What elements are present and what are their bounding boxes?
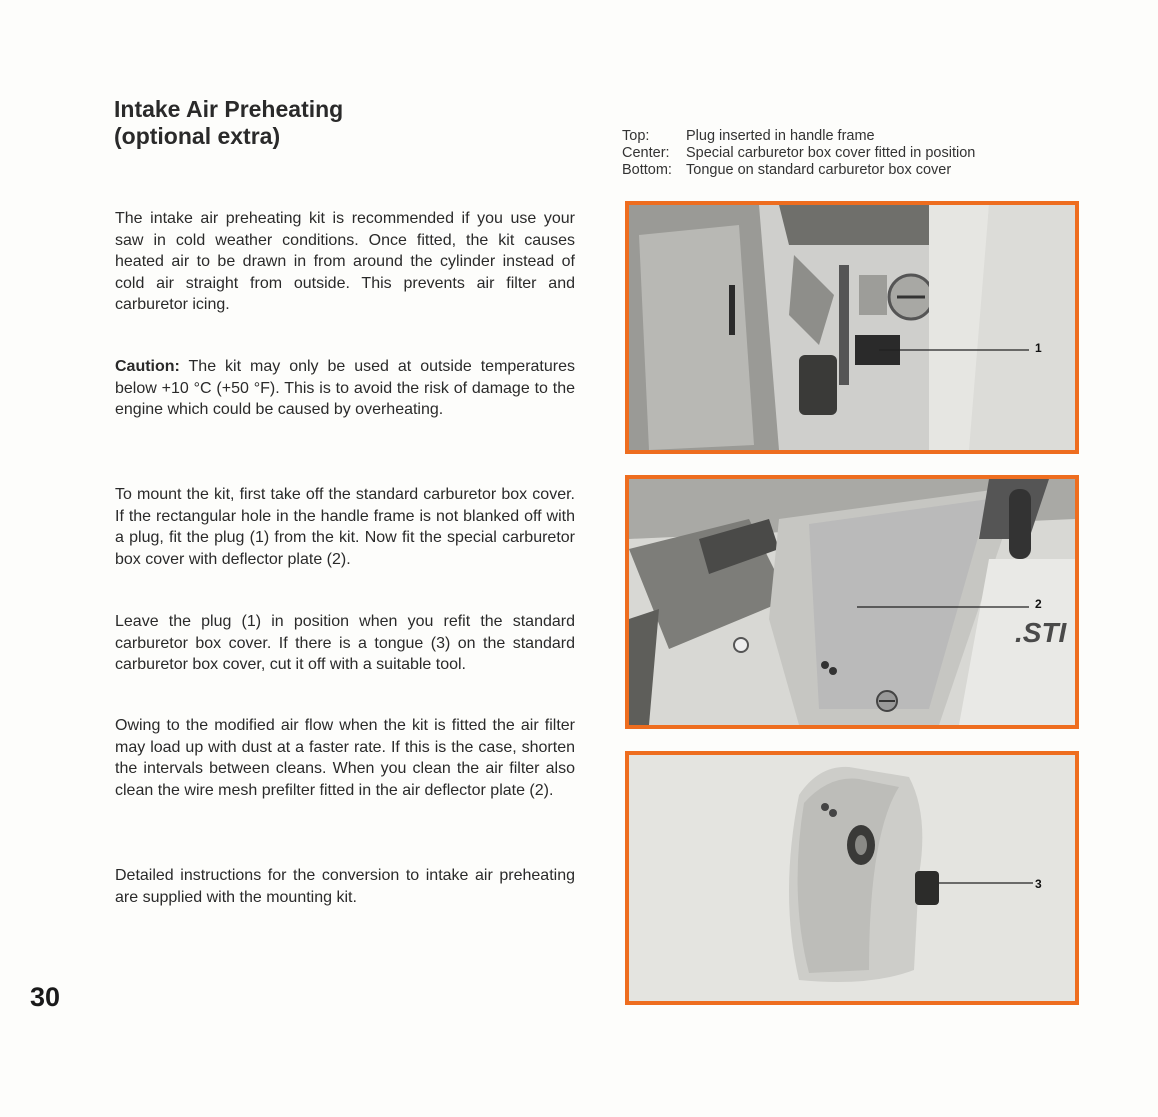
caption-key: Top: [622, 128, 650, 144]
caption-text: Plug inserted in handle frame [686, 128, 875, 144]
photo-cover-illustration [629, 479, 1075, 725]
title-line-2: (optional extra) [114, 123, 281, 149]
page-title [114, 96, 534, 150]
page-number: 30 [30, 982, 61, 1012]
caution-text: The kit may only be used at outside temperatures below +10 °C (+50 °F). This is to avoid the risk of damage to the engine which could be caused by overheating. [115, 358, 575, 418]
title-line-1: Intake Air Preheating [114, 96, 344, 122]
refit-paragraph: Leave the plug (1) in position when you refit the standard carburetor box cover. If there is a tongue (3) on the standard carburetor box cover, cut it off with a suitable tool. [115, 613, 575, 673]
caution-paragraph [115, 356, 575, 421]
callout-2: 2 [1035, 597, 1042, 611]
mounting-paragraph: To mount the kit, first take off the standard carburetor box cover. If the rectangular hole in the handle frame is not blanked off with a plug, fit the plug (1) from the kit. Now fit the special carburetor box cover with deflector plate (2). [115, 486, 575, 568]
caption-key: Center: [622, 145, 670, 161]
caution-label: Caution: [115, 358, 180, 375]
intro-paragraph: The intake air preheating kit is recommended if you use your saw in cold weather conditions. Once fitted, the kit causes heated air to be drawn in from around the cylinder instead of cold air straight from outside. This prevents air filter and carburetor icing. [115, 210, 575, 313]
caption-bottom [622, 162, 1082, 179]
photo-tongue-on-cover [625, 751, 1079, 1005]
callout-1: 1 [1035, 341, 1042, 355]
photo-special-box-cover [625, 475, 1079, 729]
caption-center [622, 145, 1082, 162]
photo-captions [622, 128, 1082, 179]
photo-plug-in-handle-frame [625, 201, 1079, 454]
callout-3: 3 [1035, 877, 1042, 891]
caption-text: Tongue on standard carburetor box cover [686, 162, 952, 178]
photo-plug-illustration [629, 205, 1075, 450]
air-filter-paragraph: Owing to the modified air flow when the kit is fitted the air filter may load up with dust at a faster rate. If this is the case, shorten the intervals between cleans. When you clean the air filter also clean the wire mesh prefilter fitted in the air deflector plate (2). [115, 717, 575, 799]
brand-logo-text: .STI [1015, 617, 1067, 648]
photo-tongue-illustration [629, 755, 1075, 1001]
instructions-paragraph: Detailed instructions for the conversion to intake air preheating are supplied with the mounting kit. [115, 867, 575, 906]
caption-key: Bottom: [622, 162, 672, 178]
caption-top [622, 128, 1082, 145]
caption-text: Special carburetor box cover fitted in position [686, 145, 976, 161]
